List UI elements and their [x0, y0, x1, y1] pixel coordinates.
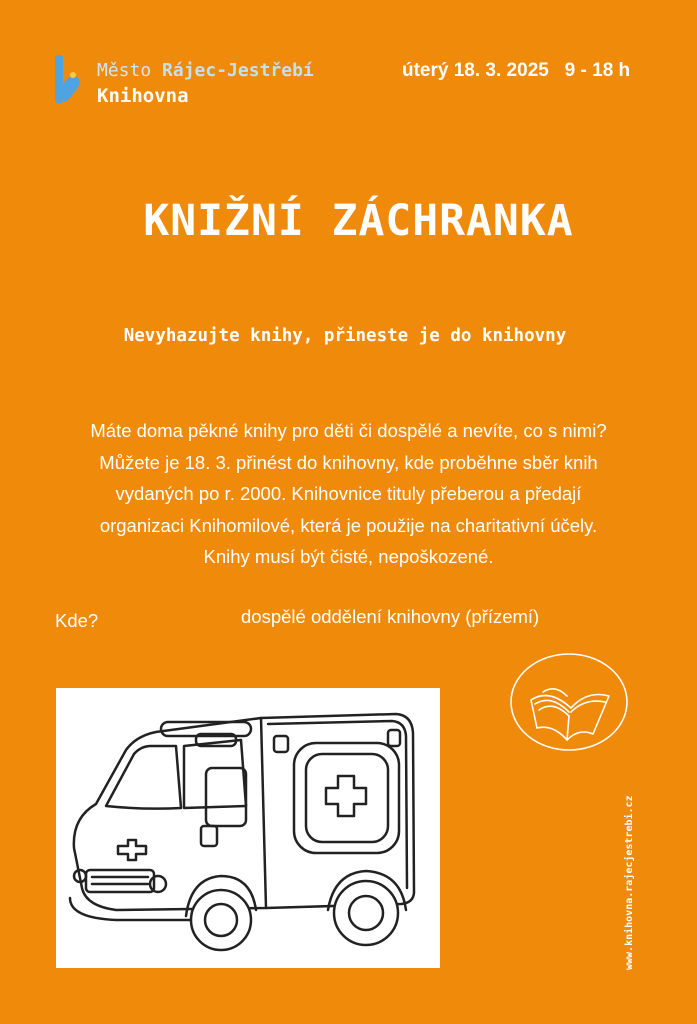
logo-city-name: Město Rájec-Jestřebí	[97, 60, 314, 81]
website-url[interactable]: www.knihovna.rajecjestrebi.cz	[624, 795, 635, 970]
ambulance-illustration	[56, 688, 440, 968]
page-subtitle: Nevyhazujte knihy, přineste je do knihovny	[123, 326, 567, 346]
where-value: dospělé oddělení knihovny (přízemí)	[241, 606, 540, 627]
ambulance-icon	[56, 688, 440, 968]
library-logo	[55, 55, 355, 115]
library-logo-icon	[55, 55, 85, 107]
where-label: Kde?	[55, 610, 99, 631]
description-text	[30, 415, 667, 573]
description-line: Máte doma pěkné knihy pro děti či dospělé a nevíte, co s nimi?	[90, 420, 607, 441]
open-book-icon	[509, 652, 629, 752]
description-line: Můžete je 18. 3. přinést do knihovny, kde proběhne sběr knih	[99, 451, 598, 473]
event-date-time: úterý 18. 3. 2025 9 - 18 h	[402, 60, 631, 81]
logo-library-name: Knihovna	[97, 85, 189, 107]
description-line: Knihy musí být čisté, nepoškozené.	[203, 546, 494, 567]
description-line: organizaci Knihomilové, která je použije na charitativní účely.	[99, 514, 598, 536]
description-line: vydaných po r. 2000. Knihovnice tituly přeberou a předají	[115, 483, 582, 504]
page-title: KNIŽNÍ ZÁCHRANKA	[143, 196, 574, 246]
